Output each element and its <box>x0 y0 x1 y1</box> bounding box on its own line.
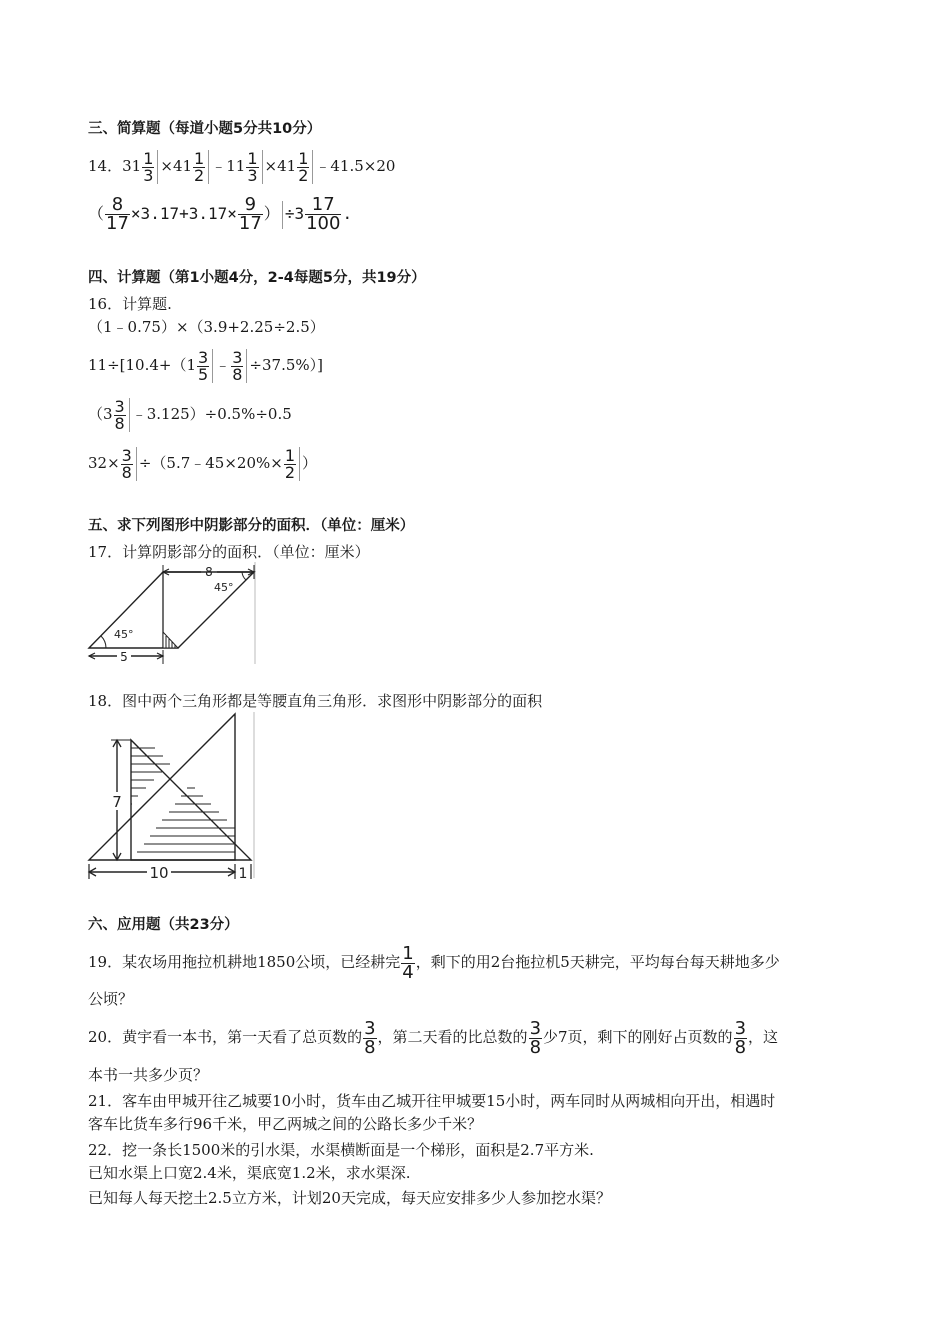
fraction: $\frac{3}{8}$ <box>364 1017 376 1058</box>
fraction: $\frac{3}{8}$ <box>114 396 125 433</box>
question-20-line1: 20．黄宇看一本书，第一天看了总页数的 $\frac{3}{8}$ ，第二天看的比总数的 $\frac{3}{8}$ 少7页，剩下的刚好占页数的 $\frac{3}{8}$ ，这 <box>88 1017 779 1058</box>
expression-4: 32× $\frac{3}{8}$ ÷（5.7﹣45×20%× $\frac{1}{2}$ ） <box>88 445 318 482</box>
question-19-line2: 公顷？ <box>88 990 134 1008</box>
fraction: $\frac{17}{100}$ <box>306 194 341 234</box>
fraction: $\frac{8}{17}$ <box>106 194 129 234</box>
question-17: 17．计算阴影部分的面积．（单位：厘米） <box>88 543 370 561</box>
fraction: $\frac{1}{2}$ <box>194 148 205 185</box>
fraction: $\frac{3}{8}$ <box>734 1017 747 1058</box>
fraction: $\frac{1}{3}$ <box>143 148 154 185</box>
fraction: $\frac{3}{5}$ <box>198 347 209 384</box>
fraction: $\frac{1}{2}$ <box>284 445 296 482</box>
fraction: $\frac{9}{17}$ <box>238 194 262 234</box>
angle-bottom-label: 45° <box>114 628 134 641</box>
question-16-title: 16．计算题. <box>88 295 172 313</box>
section5-heading: 五、求下列图形中阴影部分的面积．（单位：厘米） <box>88 518 415 534</box>
question-22-line2: 已知水渠上口宽2.4米，渠底宽1.2米，求水渠深. <box>88 1164 411 1182</box>
fraction: $\frac{3}{8}$ <box>121 445 132 482</box>
question-15: （ $\frac{8}{17}$ ×3.17+3.17× $\frac{9}{17}$ ） ÷3 $\frac{17}{100}$ . <box>88 194 353 234</box>
fraction: $\frac{3}{8}$ <box>232 347 243 384</box>
section3-heading: 三、简算题（每道小题5分共10分） <box>88 121 322 137</box>
fraction: $\frac{3}{8}$ <box>529 1017 542 1058</box>
label-height-7: 7 <box>112 793 122 811</box>
angle-top-label: 45° <box>214 581 234 594</box>
q14-number: 14． <box>88 157 123 175</box>
fraction: $\frac{1}{4}$ <box>402 942 414 983</box>
section4-heading: 四、计算题（第1小题4分，2-4每题5分，共19分） <box>88 270 426 286</box>
fraction: $\frac{1}{3}$ <box>247 148 258 185</box>
question-20-line2: 本书一共多少页？ <box>88 1066 209 1084</box>
question-21-line1: 21．客车由甲城开往乙城要10小时，货车由乙城开往甲城要15小时，两车同时从两城相向开出，相遇时 <box>88 1092 776 1110</box>
label-bottom-5: 5 <box>120 650 128 664</box>
section6-heading: 六、应用题（共23分） <box>88 917 239 933</box>
expression-2: 11÷[10.4+（1 $\frac{3}{5}$ ﹣ $\frac{3}{8}$ ÷37.5%）] <box>88 347 323 384</box>
question-18: 18．图中两个三角形都是等腰直角三角形．求图形中阴影部分的面积 <box>88 692 543 710</box>
fraction: $\frac{1}{2}$ <box>298 148 309 185</box>
question-14: 14．31 $\frac{1}{3}$ ×41 $\frac{1}{2}$ ﹣11 $\frac{1}{3}$ ×41 $\frac{1}{2}$ ﹣41.5×20 <box>88 148 396 185</box>
question-22-line1: 22．挖一条长1500米的引水渠，水渠横断面是一个梯形，面积是2.7平方米. <box>88 1141 594 1159</box>
expression-3: （3 $\frac{3}{8}$ ﹣3.125）÷0.5%÷0.5 <box>88 396 292 433</box>
label-base-10: 10 <box>149 864 169 882</box>
question-21-line2: 客车比货车多行96千米，甲乙两城之间的公路长多少千米？ <box>88 1115 483 1133</box>
expression-1: （1﹣0.75）×（3.9+2.25÷2.5） <box>88 318 325 336</box>
figure-18-triangles <box>86 712 260 882</box>
question-22-line3: 已知每人每天挖土2.5立方米，计划20天完成，每天应安排多少人参加挖水渠？ <box>88 1189 611 1207</box>
label-top-8: 8 <box>205 565 213 579</box>
label-small-1: 1 <box>238 866 248 882</box>
figure-17-parallelogram <box>86 560 260 668</box>
question-19-line1: 19．某农场用拖拉机耕地1850公顷，已经耕完 $\frac{1}{4}$ ，剩下的用2台拖拉机5天耕完，平均每台每天耕地多少 <box>88 942 780 983</box>
